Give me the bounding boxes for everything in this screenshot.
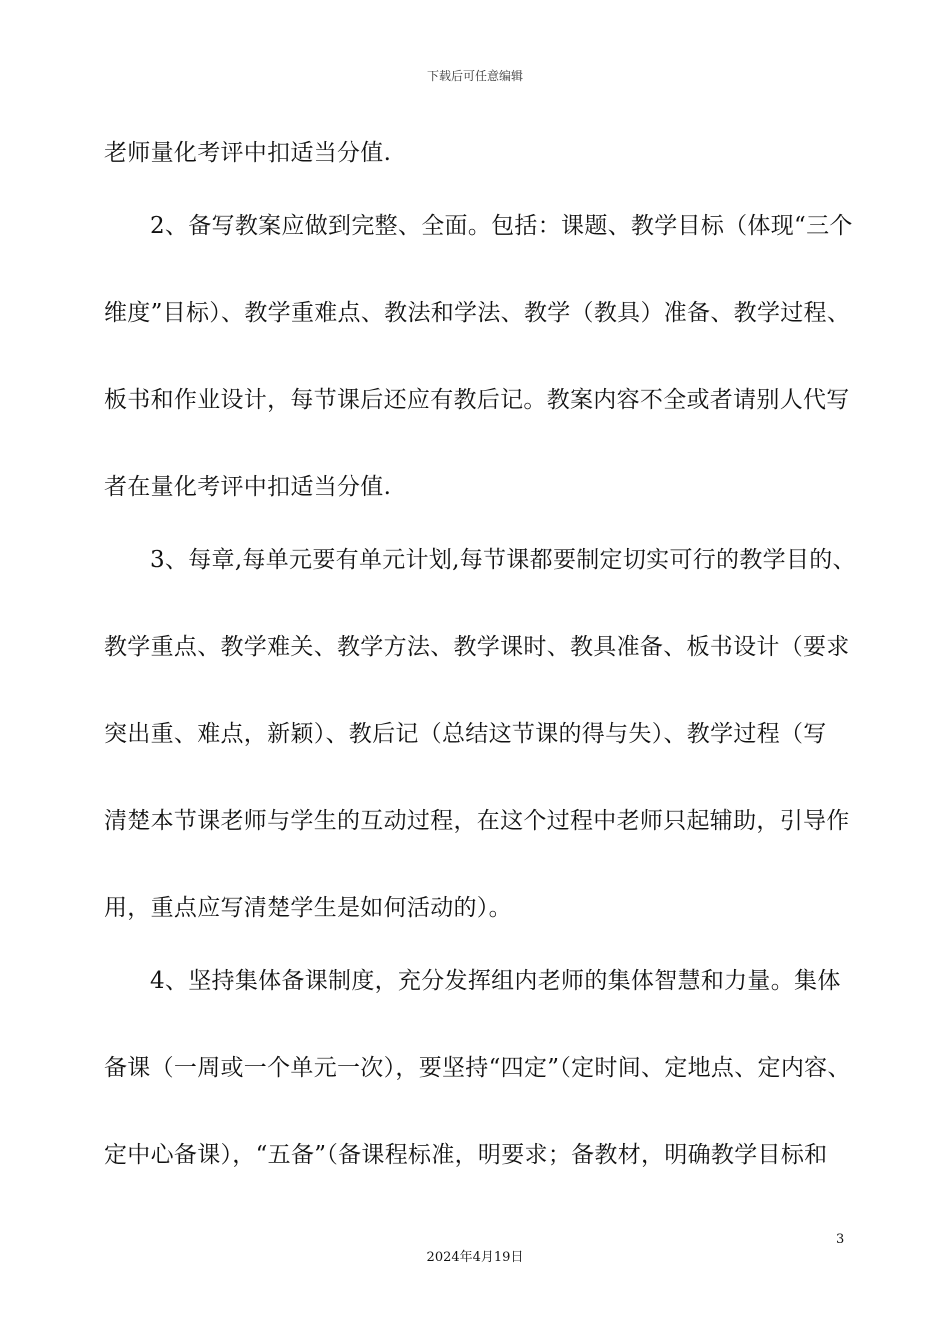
body-line-12: 备课（一周或一个单元一次），要坚持“四定”（定时间、定地点、定内容、 bbox=[104, 1055, 851, 1081]
body-line-11: 4、坚持集体备课制度，充分发挥组内老师的集体智慧和力量。集体 bbox=[150, 968, 841, 994]
body-line-1: 老师量化考评中扣适当分值. bbox=[104, 140, 392, 166]
body-line-10: 用，重点应写清楚学生是如何活动的）。 bbox=[104, 895, 512, 921]
body-line-3: 维度”目标）、教学重难点、教法和学法、教学（教具）准备、教学过程、 bbox=[104, 300, 851, 326]
body-line-9: 清楚本节课老师与学生的互动过程，在这个过程中老师只起辅助，引导作 bbox=[104, 808, 850, 834]
body-line-2: 2、备写教案应做到完整、全面。包括：课题、教学目标（体现“三个 bbox=[150, 213, 853, 239]
page-number: 3 bbox=[836, 1232, 845, 1247]
footer-date: 2024年4月19日 bbox=[426, 1250, 524, 1265]
body-line-13: 定中心备课），“五备”（备课程标准，明要求；备教材，明确教学目标和 bbox=[104, 1142, 828, 1168]
body-line-6: 3、每章,每单元要有单元计划,每节课都要制定切实可行的教学目的、 bbox=[150, 547, 856, 573]
body-line-8: 突出重、难点，新颖）、教后记（总结这节课的得与失）、教学过程（写 bbox=[104, 721, 827, 747]
body-line-4: 板书和作业设计，每节课后还应有教后记。教案内容不全或者请别人代写 bbox=[104, 387, 850, 413]
body-line-7: 教学重点、教学难关、教学方法、教学课时、教具准备、板书设计（要求 bbox=[104, 634, 850, 660]
page-header: 下载后可任意编辑 bbox=[426, 69, 523, 83]
body-line-5: 者在量化考评中扣适当分值. bbox=[104, 474, 392, 500]
